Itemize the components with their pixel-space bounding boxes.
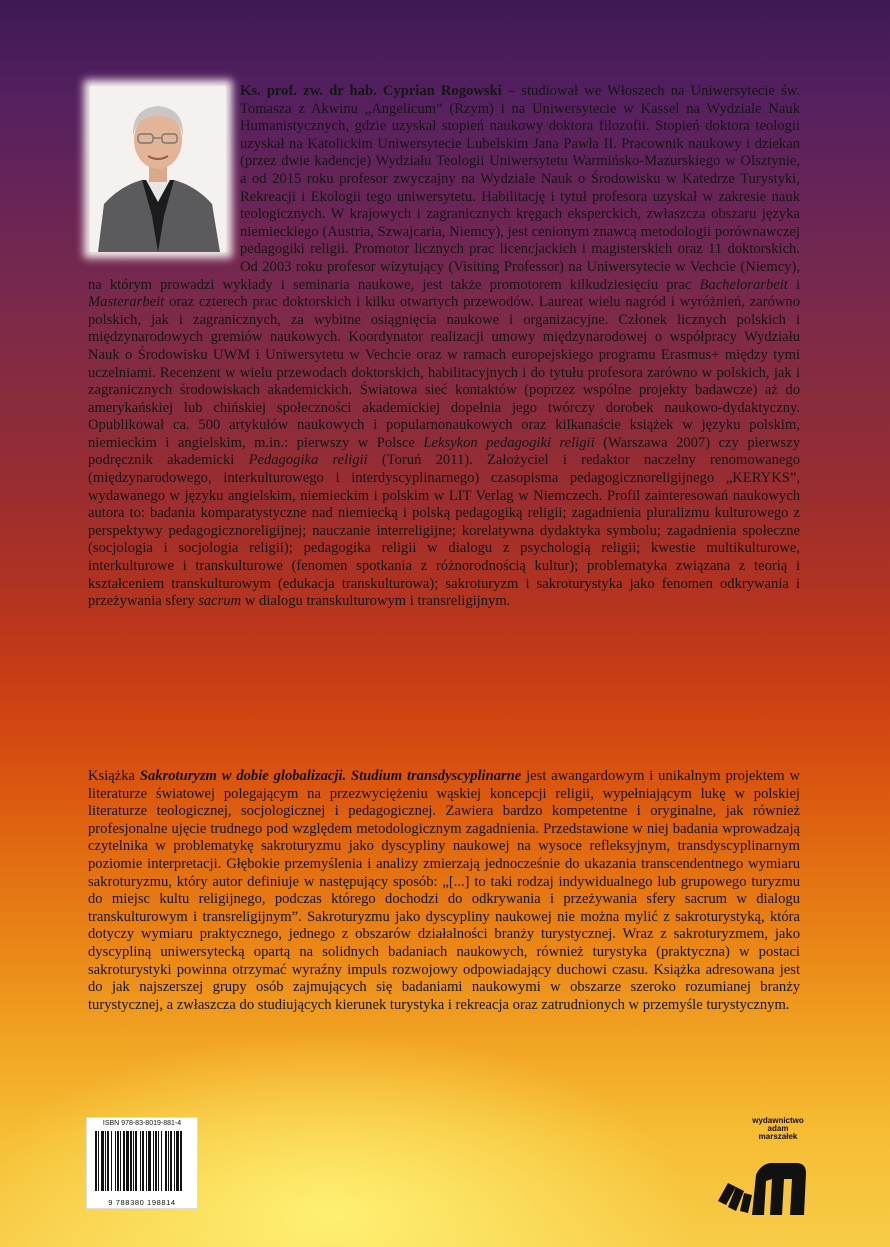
photo-space bbox=[88, 83, 240, 266]
publisher-logo-icon bbox=[718, 1147, 818, 1217]
bio-text: (Toruń 2011). Założyciel i redaktor naczelny renomowanego (międzynarodowego, interkulturowego i interdyscyplinarnego) czasopisma pedagogicznoreligijnego „KERYKS”, wydawanego w języku angielskim, niemieckim i polskim w LIT Verlag w Niemczech. Profil zainteresowań naukowych autora to: badania komparatystyczne nad niemiecką i polską pedagogiką religii; zagadnienia pluralizmu kulturowego z perspektywy pedagogicznoreligijnej; nauczanie interreligijne; korelatywna dydaktyka symbolu; zagadnienia społeczne (socjologia i socjologia religii); pedagogika religii w dialogu z psychologią religii; kwestie multikulturowe, interkulturowe i transkulturowe (fenomen spotkania z różnorodnością kultur); problematyka związana z teorią i kształceniem transkulturowym (edukacja transkulturowa); sakroturyzm i sakroturystyka jako fenomen odkrywania i przeżywania sfery bbox=[88, 452, 801, 610]
book-title: Sakroturyzm w dobie globalizacji. Studium transdyscyplinarne bbox=[139, 768, 522, 784]
bio-emphasis: Leksykon pedagogiki religii bbox=[423, 434, 595, 451]
bio-text: – studiował we Włoszech na Uniwersytecie św. Tomasza z Akwinu „Angelicum” (Rzym) i na Uniwersytecie w Kassel na Wydziale Nauk Humanistycznych, gdzie uzyskał stopień naukowy doktora filozofii. Stopień doktora teologii uzyskał na Katolickim Uniwersytecie Lubelskim Jana Pawła II. Pracownik naukowy i dziekan (przez dwie kadencje) Wydziału Teologii Uniwersytetu Warmińsko-Mazurskiego w Olsztynie, a od 2015 roku profesor zwyczajny na Wydziale Nauk o Środowisku w Katedrze Turystyki, Rekreacji i Ekologii tego uniwersytetu. Habilitację i tytuł profesora uzyskał w zakresie nauk teologicznych. W krajowych i zagranicznych kręgach eksperckich, zwłaszcza obszaru języka niemieckiego (Austria, Szwajcaria, Niemcy), jest cenionym znawcą metodologii porównawczej pedagogiki religii. Promotor licznych prac licencjackich i magisterskich oraz 11 doktorskich. Od 2003 roku profesor wizytujący (Visiting Professor) na Uniwersytecie w Vechcie (Niemcy), na którym prowadzi wykłady i seminaria naukowe, jest także promotorem kilkudziesięciu prac bbox=[88, 83, 800, 293]
book-intro: Książka bbox=[88, 768, 140, 784]
publisher-line-1: wydawnictwo bbox=[752, 1116, 804, 1125]
book-text: jest awangardowym i unikalnym projektem w literaturze światowej polegającym na przezwyciężeniu wąskiej koncepcji religii, wypełniającym lukę w polskiej literaturze teologicznej, socjologicznej i pedagogicznej. Zawiera bardzo kompetentne i oryginalne, jak również profesjonalne ujęcie trudnego pod względem metodologicznym zagadnienia. Przedstawione w niej badania wprowadzają czytelnika w problematykę sakroturyzmu jako dyscypliny naukowej na wysoce refleksyjnym, transdyscyplinarnym poziomie interpretacji. Głębokie przemyślenia i analizy zmierzają jednocześnie do ukazania transcendentnego wymiaru sakroturyzmu, który autor definiuje w następujący sposób: „[...] to taki rodzaj indywidualnego lub grupowego turyzmu do miejsc kultu religijnego, podczas którego dochodzi do odkrywania i przeżywania sfery sacrum w dialogu transkulturowym i transreligijnym”. Sakroturyzmu jako dyscypliny naukowej nie można mylić z sakroturystyką, która dotyczy wymiaru praktycznego, jednego z obszarów działalności branży turystycznej. Wraz z sakroturyzmem, jako dyscypliną uniwersytecką opartą na solidnych badaniach naukowych, również turystyka (praktyczna) w postaci sakroturystyki powinna otrzymać wyraźny impuls rozwojowy odpowiadający duchowi czasu. Książka adresowana jest do jak najszerszej grupy osób zajmujących się badaniami naukowymi w obszarze szeroko rozumianej branży turystycznej, a zwłaszcza do studiujących kierunek turystyka i rekreacja oraz zatrudnionych w przemyśle turystycznym. bbox=[88, 768, 800, 1013]
isbn-barcode bbox=[86, 1117, 198, 1209]
bio-emphasis: Pedagogika religii bbox=[248, 452, 368, 469]
bio-emphasis: Masterarbeit bbox=[88, 294, 165, 311]
bio-emphasis: Bachelorarbeit bbox=[699, 276, 788, 293]
bio-emphasis: sacrum bbox=[198, 593, 242, 610]
bio-text: oraz czterech prac doktorskich i kilku otwartych przewodów. Laureat wielu nagród i wyróżnień, zarówno polskich, jak i zagranicznych, za wybitne osiągnięcia naukowe i organizacyjne. Członek licznych polskich i międzynarodowych gremiów naukowych. Koordynator realizacji umowy międzynarodowej o współpracy Wydziału Nauk o Środowisku UWM i Uniwersytetu w Vechcie oraz w ramach europejskiego programu Erasmus+ między tymi uczelniami. Recenzent w wielu przewodach doktorskich, habilitacyjnych i do tytułu profesora zarówno w polskich, jak i zagranicznych środowiskach akademickich. Światowa sieć kontaktów (poprzez wspólne projekty badawcze) aż do amerykańskiej lub chińskiej społeczności akademickiej dopełnia jego twórczy dorobek naukowo-dydaktyczny. Opublikował ca. 500 artykułów naukowych i popularnonaukowych oraz kilkanaście książek w języku polskim, niemieckim i angielskim, m.in.: pierwszy w Polsce bbox=[88, 294, 800, 451]
isbn-label: ISBN 978-83-8019-881-4 bbox=[102, 1120, 182, 1127]
publisher-line-3: marszałek bbox=[758, 1132, 798, 1141]
isbn-digits: 9 788380 198814 bbox=[108, 1198, 176, 1207]
book-description bbox=[88, 768, 800, 1014]
author-name: Ks. prof. zw. dr hab. Cyprian Rogowski bbox=[240, 83, 502, 99]
publisher-line-2: adam bbox=[767, 1124, 789, 1133]
bio-text: (Warszawa 2007) czy pierwszy podręcznik akademicki bbox=[88, 434, 800, 469]
publisher-logo bbox=[718, 1117, 818, 1217]
bio-text: w dialogu transkulturowym i transreligijnym. bbox=[241, 593, 511, 610]
bio-text: i bbox=[787, 276, 800, 293]
barcode-icon bbox=[95, 1131, 189, 1193]
author-bio bbox=[88, 83, 800, 611]
publisher-name bbox=[748, 1117, 808, 1141]
